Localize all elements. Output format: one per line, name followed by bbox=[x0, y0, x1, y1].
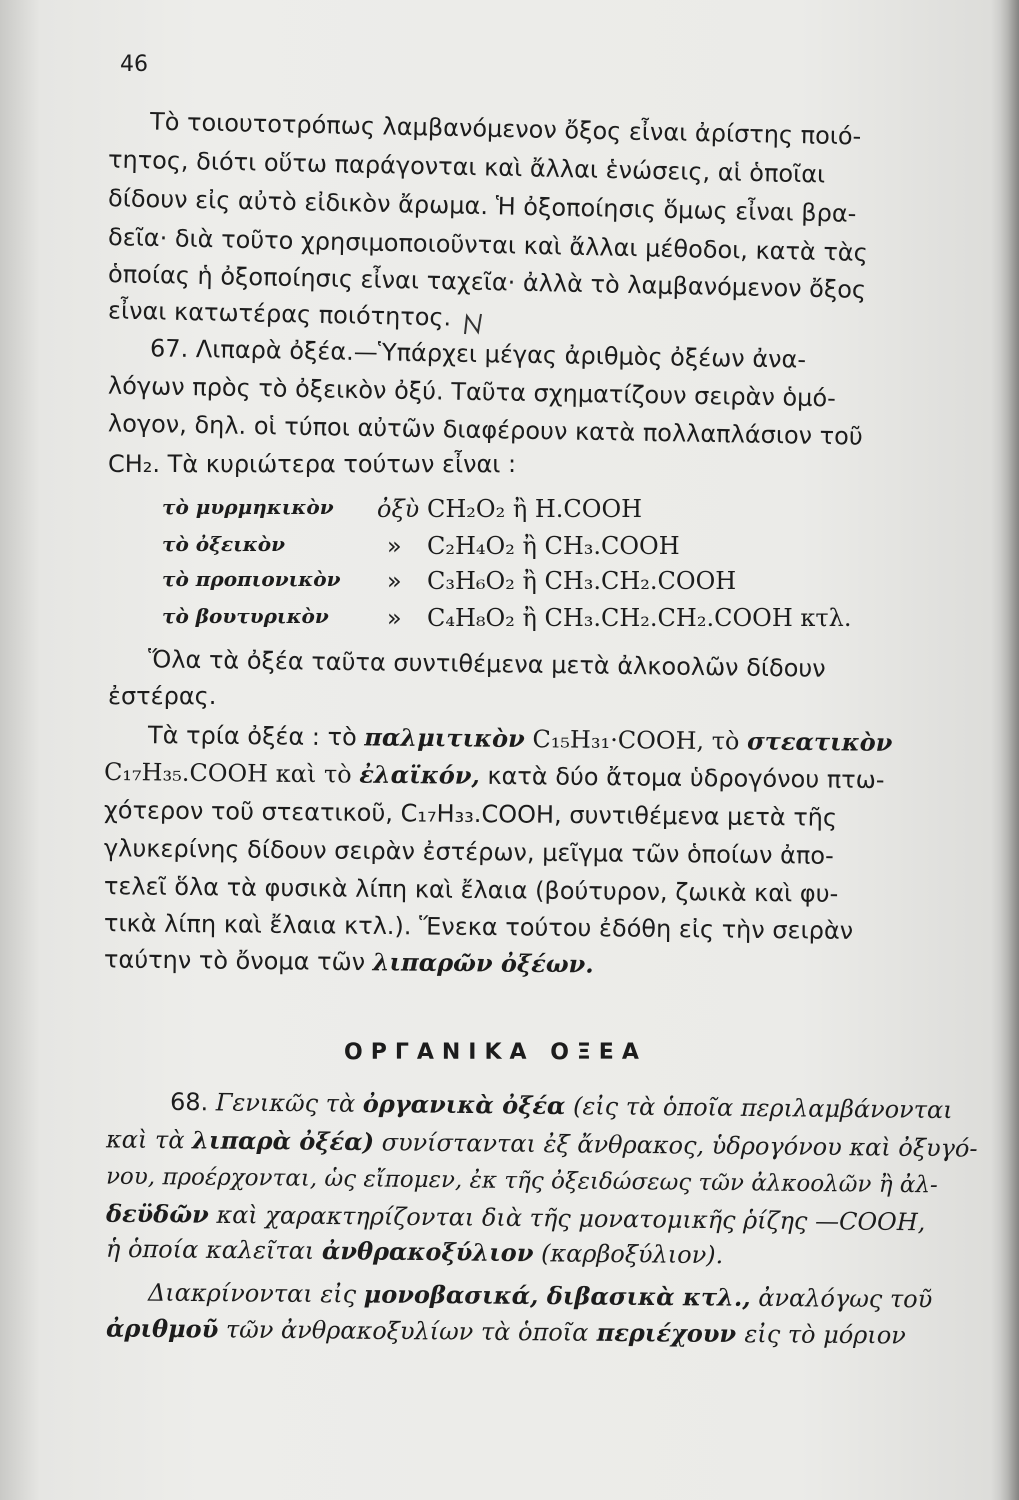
acid-formula: C₄H₈O₂ ἢ CH₃.CH₂.CH₂.COOH κτλ. bbox=[427, 604, 852, 632]
para3-line2: ἐστέρας. bbox=[108, 682, 217, 710]
para1-line2: τητος, διότι οὕτω παράγονται καὶ ἄλλαι ἑνώσεις, αἱ ὁποῖαι bbox=[107, 145, 826, 189]
text-run: (εἰς τὰ ὁποῖα περιλαμβάνονται bbox=[565, 1092, 953, 1125]
acid-formula: C₃H₆O₂ ἢ CH₃.CH₂.COOH bbox=[427, 567, 737, 595]
term-organic-acids: ὀργανικὰ ὀξέα bbox=[362, 1088, 566, 1121]
text-run: καὶ τὰ bbox=[105, 1125, 193, 1155]
page-number: 46 bbox=[120, 52, 148, 77]
text-run: περιέχουν bbox=[588, 1317, 745, 1349]
acid-suffix: » bbox=[387, 567, 402, 595]
acid-name: τὸ προπιονικὸν bbox=[162, 567, 341, 591]
acid-formula: C₂H₄O₂ ἢ CH₃.COOH bbox=[427, 532, 680, 560]
text-run: συνίστανται ἐξ ἄνθρακος, ὑδρογόνου καὶ ὀξυγό- bbox=[373, 1128, 978, 1163]
section-heading: ΟΡΓΑΝΙΚΑ ΟΞΕΑ bbox=[344, 1040, 647, 1065]
section-number-68: 68. bbox=[169, 1087, 216, 1117]
para1-line5: ὁποίας ἡ ὀξοποίησις εἶναι ταχεῖα· ἀλλὰ τὸ λαμβανόμενον ὄξος bbox=[107, 260, 867, 304]
para1-line3: δίδουν εἰς αὐτὸ εἰδικὸν ἄρωμα. Ἡ ὀξοποίησις ὅμως εἶναι βρα- bbox=[107, 184, 857, 228]
term-fatty-acids: λιπαρὰ ὀξέα) bbox=[191, 1125, 375, 1157]
text-run: C₁₅H₃₁·COOH, τὸ bbox=[524, 725, 748, 756]
page-edge-shadow bbox=[991, 0, 1019, 1500]
text-run: ἡ ὁποία καλεῖται bbox=[105, 1234, 323, 1266]
acid-row-butyric bbox=[162, 604, 942, 634]
acid-formula: CH₂O₂ ἢ H.COOH bbox=[427, 495, 643, 523]
text-run: ταύτην τὸ ὄνομα τῶν bbox=[103, 945, 373, 977]
para5-line3: νου, προέρχονται, ὡς εἴπομεν, ἐκ τῆς ὀξειδώσεως τῶν ἀλκοολῶν ἢ ἀλ- bbox=[105, 1163, 938, 1199]
text-run: Διακρίνονται εἰς bbox=[147, 1278, 364, 1309]
para1-line6: εἶναι κατωτέρας ποιότητος. bbox=[107, 296, 452, 332]
para2-line1 bbox=[150, 334, 806, 373]
acid-suffix: » bbox=[387, 532, 402, 560]
acid-row-formic bbox=[162, 495, 722, 525]
acid-row-acetic bbox=[162, 532, 722, 562]
para1-line1: Τὸ τοιουτοτρόπως λαμβανόμενον ὄξος εἶναι ἀρίστης ποιό- bbox=[149, 107, 862, 151]
acid-name: τὸ μυρμηκικὸν bbox=[162, 495, 334, 519]
para1-line4: δεῖα· διὰ τοῦτο χρησιμοποιοῦνται καὶ ἄλλαι μέθοδοι, κατὰ τὰς bbox=[107, 223, 869, 267]
para6-line2 bbox=[106, 1315, 906, 1350]
term-mono-dibasic: μονοβασικά, διβασικὰ κτλ., bbox=[363, 1279, 751, 1312]
para4-line3: χότερον τοῦ στεατικοῦ, C₁₇H₃₃.COOH, συντιθέμενα μετὰ τῆς bbox=[103, 796, 838, 832]
para4-line4: γλυκερίνης δίδουν σειρὰν ἐστέρων, μεῖγμα τῶν ὁποίων ἀπο- bbox=[103, 834, 834, 870]
term-fatty-acids: λιπαρῶν ὀξέων. bbox=[372, 947, 594, 979]
text-run: (καρβοξύλιον). bbox=[533, 1239, 724, 1270]
acid-row-propionic bbox=[162, 567, 782, 597]
text-run: Τὰ τρία ὀξέα : τὸ bbox=[147, 721, 365, 752]
para2-line4: CH₂. Τὰ κυριώτερα τούτων εἶναι : bbox=[108, 450, 517, 478]
para3-line1: Ὅλα τὰ ὀξέα ταῦτα συντιθέμενα μετὰ ἀλκοολῶν δίδουν bbox=[147, 645, 826, 683]
acid-suffix: ὀξὺ bbox=[377, 495, 420, 523]
term-palmitic: παλμιτικὸν bbox=[364, 722, 525, 754]
para4-line5: τελεῖ ὅλα τὰ φυσικὰ λίπη καὶ ἔλαια (βούτυρον, ζωικὰ καὶ φυ- bbox=[103, 872, 839, 908]
para4-line7 bbox=[104, 945, 594, 978]
term-stearic: στεατικὸν bbox=[746, 726, 893, 757]
acid-name: τὸ βουτυρικὸν bbox=[162, 604, 329, 628]
para4-line6: τικὰ λίπη καὶ ἔλαια κτλ.). Ἕνεκα τούτου ἐδόθη εἰς τὴν σειρὰν bbox=[103, 909, 854, 945]
text-run: ἀναλόγως τοῦ bbox=[750, 1283, 933, 1314]
text-run: καὶ χαρακτηρίζονται διὰ τῆς μονατομικῆς ῥίζης —COOH, bbox=[208, 1200, 926, 1237]
para2-line3: λογον, δηλ. οἱ τύποι αὐτῶν διαφέρουν κατὰ πολλαπλάσιον τοῦ bbox=[107, 409, 863, 451]
text-run: δεϋδῶν bbox=[105, 1198, 209, 1229]
para2-line1-rest: —Ὑπάρχει μέγας ἀριθμὸς ὀξέων ἀνα- bbox=[353, 337, 807, 374]
para5-line2 bbox=[106, 1125, 978, 1162]
text-run: ἀριθμοῦ bbox=[105, 1313, 219, 1344]
para2-line2: λόγων πρὸς τὸ ὀξεικὸν ὀξύ. Ταῦτα σχηματίζουν σειρὰν ὁμό- bbox=[107, 371, 837, 413]
para6-line1 bbox=[148, 1279, 932, 1314]
term-carboxyl: ἀνθρακοξύλιον bbox=[321, 1236, 534, 1268]
text-run: τὰ ὁποῖα bbox=[480, 1317, 589, 1347]
text-run: Γενικῶς τὰ bbox=[215, 1088, 363, 1118]
term-oleic: ἐλαϊκόν, bbox=[359, 759, 480, 790]
section-title-lipara-oxea: Λιπαρὰ ὀξέα. bbox=[195, 335, 355, 366]
text-run: εἰς τὸ μόριον bbox=[744, 1320, 906, 1350]
section-number-67: 67. bbox=[149, 334, 189, 363]
para4-line2 bbox=[104, 758, 885, 794]
acid-suffix: » bbox=[387, 604, 402, 632]
handwritten-mark-icon bbox=[462, 312, 484, 336]
para5-line1 bbox=[170, 1088, 953, 1124]
text-run: κατὰ δύο ἄτομα ὑδρογόνου πτω- bbox=[479, 761, 885, 795]
para5-line4 bbox=[106, 1200, 926, 1237]
text-run: τῶν ἀνθρακοξυλίων bbox=[218, 1315, 482, 1346]
text-run: C₁₇H₃₅.COOH καὶ τὸ bbox=[103, 757, 360, 789]
para4-line1 bbox=[148, 721, 893, 757]
para5-line5 bbox=[106, 1235, 724, 1269]
acid-name: τὸ ὀξεικὸν bbox=[162, 532, 285, 556]
